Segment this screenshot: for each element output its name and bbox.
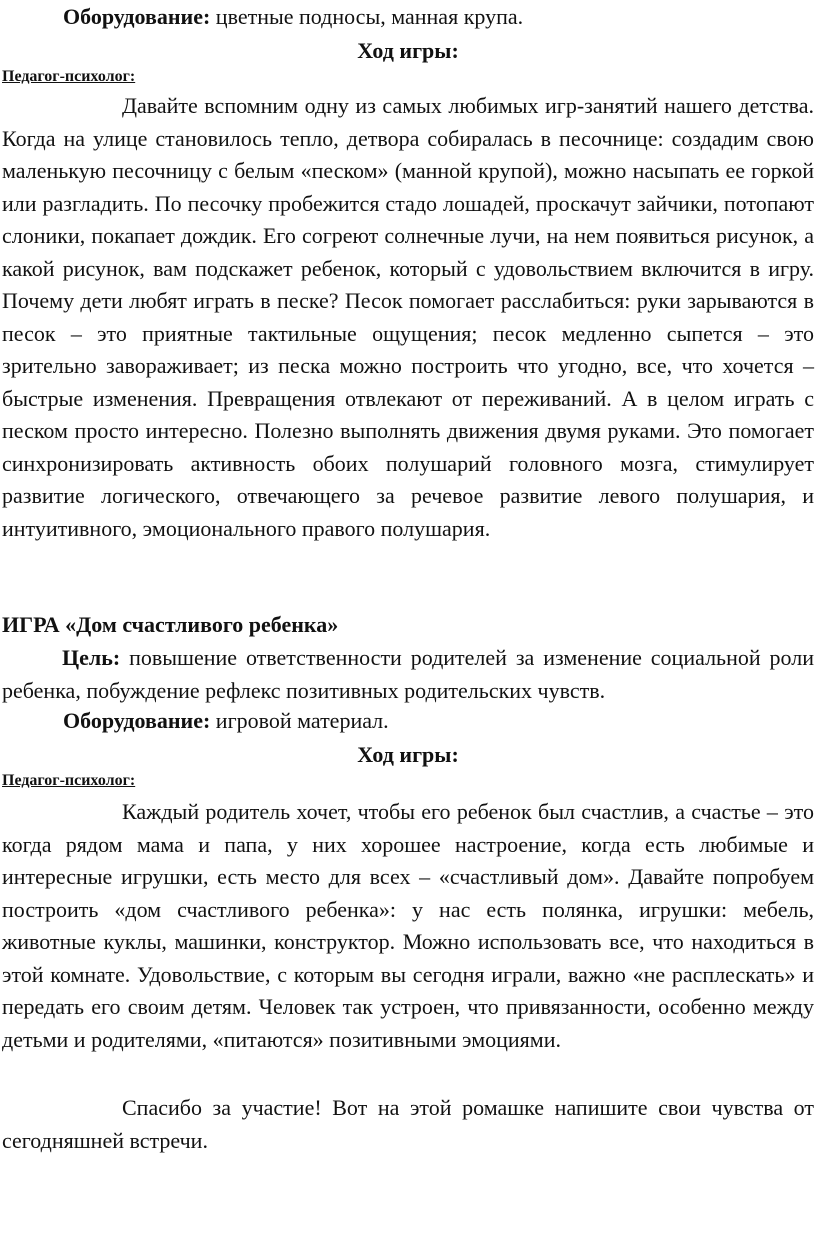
role-label-1: Педагог-психолог:	[2, 68, 136, 85]
goal-label: Цель:	[62, 645, 121, 670]
game-progress-heading-2: Ход игры:	[357, 742, 459, 767]
equipment-text-1: цветные подносы, манная крупа.	[210, 4, 524, 29]
equipment-label-1: Оборудование:	[63, 4, 211, 29]
closing-paragraph: Спасибо за участие! Вот на этой ромашке напишите свои чувства от сегодняшней встречи.	[2, 1095, 814, 1153]
paragraph-2: Каждый родитель хочет, чтобы его ребенок был счастлив, а счастье – это когда рядом мама и папа, у них хорошее настроение, когда есть любимые и интересные игрушки, есть место для всех – «счастливый дом». Давайте попробуем построить «дом счастливого ребенка»: у нас есть полянка, игрушки: мебель, животные куклы, машинки, конструктор. Можно использовать все, что находиться в этой комнате. Удовольствие, с которым вы сегодня играли, важно «не расплескать» и передать его своим детям. Человек так устроен, что привязанности, особенно между детьми и родителями, «питаются» позитивными эмоциями.	[2, 799, 814, 1052]
equipment-label-2: Оборудование:	[63, 708, 211, 733]
equipment-text-2: игровой материал.	[210, 708, 389, 733]
equipment-line-1	[63, 2, 523, 32]
goal-text: повышение ответственности родителей за изменение социальной роли ребенка, побуждение рефлекс позитивных родительских чувств.	[2, 645, 814, 703]
equipment-line-2	[63, 706, 389, 736]
goal-paragraph	[2, 642, 814, 707]
game-progress-heading-1: Ход игры:	[357, 38, 459, 63]
game-title: ИГРА «Дом счастливого ребенка»	[2, 612, 339, 637]
paragraph-1: Давайте вспомним одну из самых любимых игр-занятий нашего детства. Когда на улице становилось тепло, детвора собиралась в песочнице: создадим свою маленькую песочницу с белым «песком» (манной крупой), можно насыпать ее горкой или разгладить. По песочку пробежится стадо лошадей, проскачут зайчики, потопают слоники, покапает дождик. Его согреют солнечные лучи, на нем появиться рисунок, а какой рисунок, вам подскажет ребенок, который с удовольствием включится в игру. Почему дети любят играть в песке? Песок помогает расслабиться: руки зарываются в песок – это приятные тактильные ощущения; песок медленно сыпется – это зрительно завораживает; из песка можно построить что угодно, все, что хочется – быстрые изменения. Превращения отвлекают от переживаний. А в целом играть с песком просто интересно. Полезно выполнять движения двумя руками. Это помогает синхронизировать активность обоих полушарий головного мозга, стимулирует развитие логического, отвечающего за речевое развитие левого полушария, и интуитивного, эмоционального правого полушария.	[2, 93, 814, 541]
role-label-2: Педагог-психолог:	[2, 772, 136, 789]
